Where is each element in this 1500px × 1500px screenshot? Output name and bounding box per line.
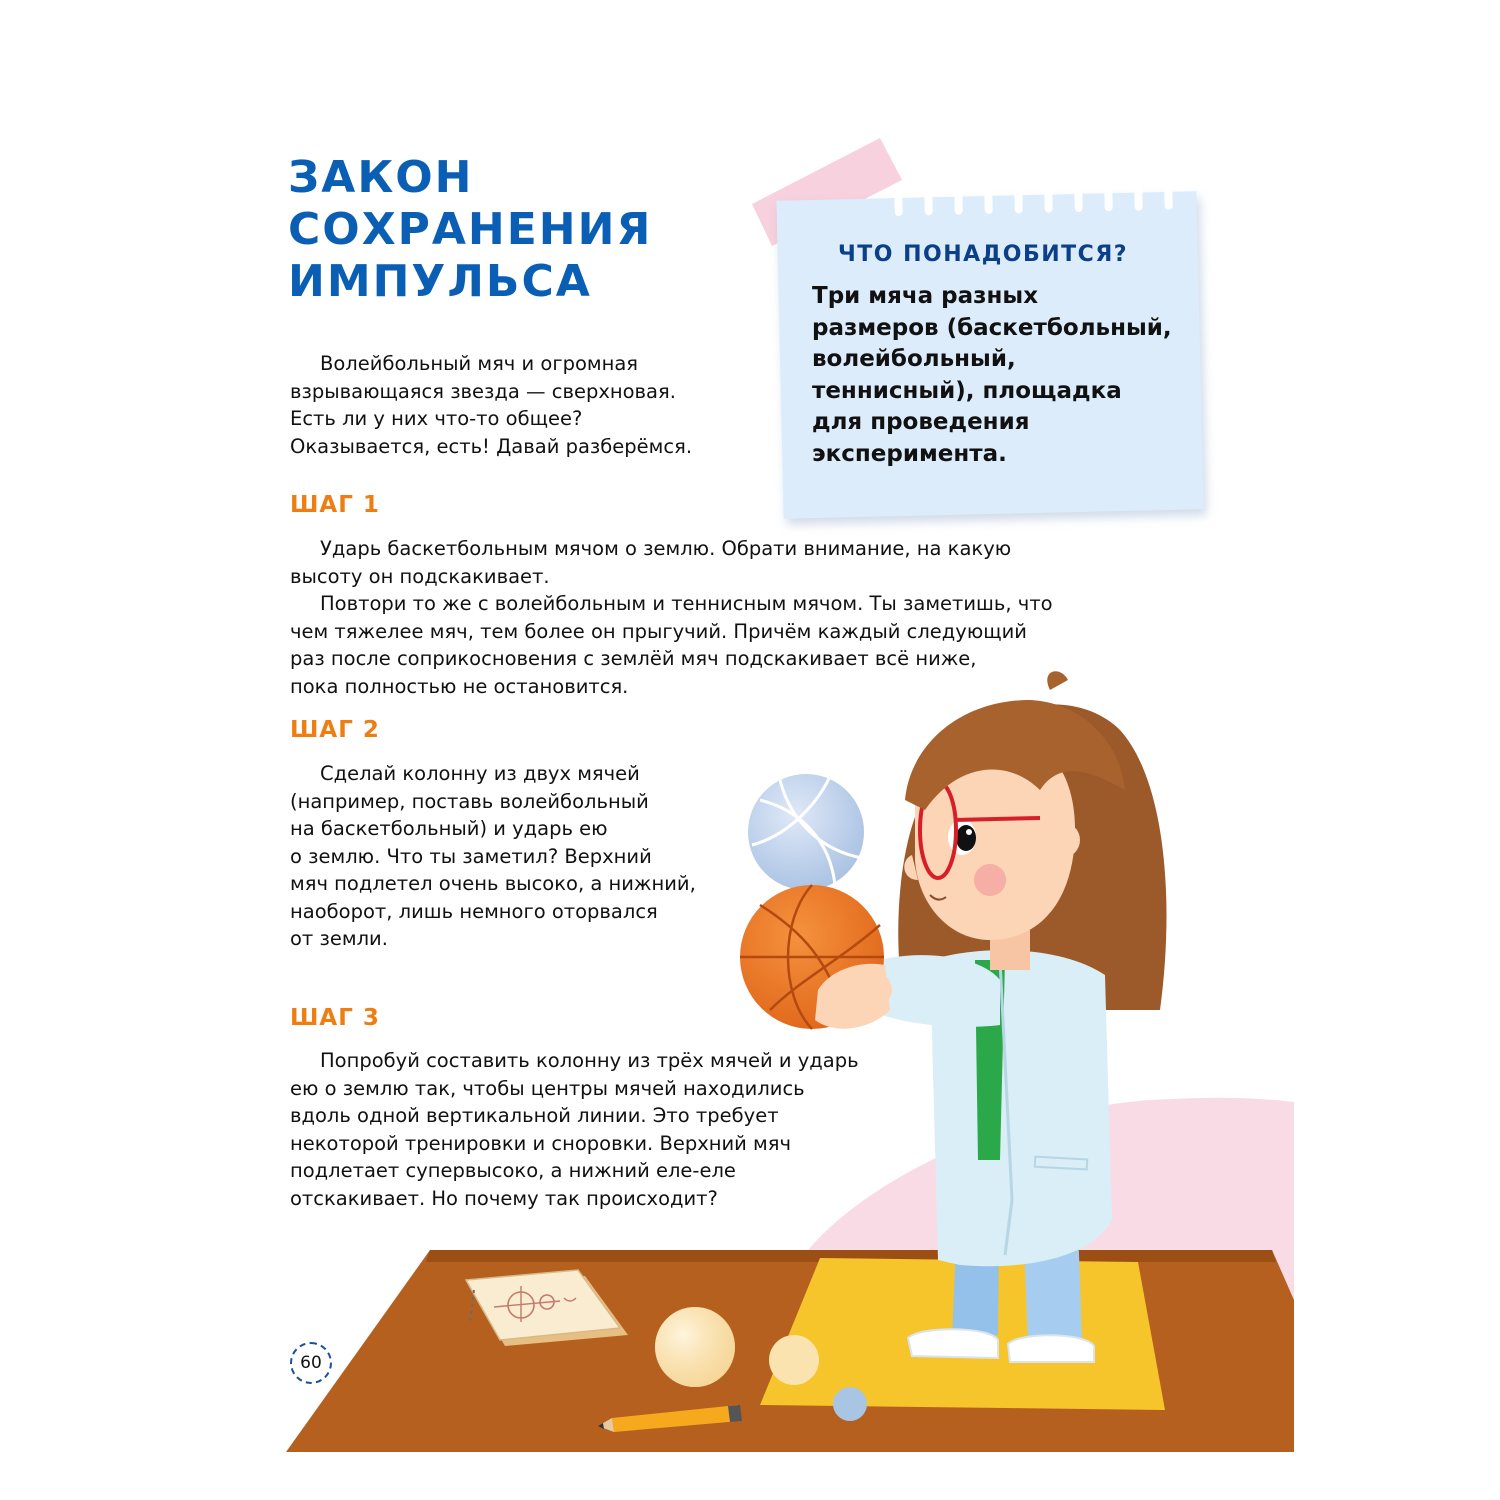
intro-line: Оказывается, есть! Давай разберёмся.: [290, 434, 693, 458]
step-2-line: (например, поставь волейбольный: [290, 789, 649, 813]
materials-line: теннисный), площадка: [812, 377, 1122, 404]
materials-line: волейбольный,: [812, 346, 1016, 372]
volleyball-icon: [748, 774, 864, 890]
step-3-line: некоторой тренировки и сноровки. Верхний мяч: [290, 1131, 792, 1155]
step-3-line: ею о землю так, чтобы центры мячей находились: [290, 1076, 805, 1100]
step-2-line: от земли.: [290, 927, 388, 950]
step-1-line: Ударь баскетбольным мячом о землю. Обрати внимание, на какую: [320, 537, 1012, 560]
materials-text: [812, 281, 1172, 470]
step-1-line: раз после соприкосновения с землёй мяч подскакивает всё ниже,: [290, 647, 977, 670]
page-title: [288, 152, 652, 308]
step-2-line: мяч подлетел очень высоко, а нижний,: [290, 872, 696, 895]
step-3-heading: ШАГ 3: [290, 1005, 380, 1031]
step-3-line: вдоль одной вертикальной линии. Это требует: [290, 1104, 779, 1127]
page-number: 60: [290, 1342, 332, 1384]
step-1-line: чем тяжелее мяч, тем более он прыгучий. Причём каждый следующий: [290, 619, 1027, 643]
materials-heading: ЧТО ПОНАДОБИТСЯ?: [838, 242, 1129, 267]
materials-line: Три мяча разных: [812, 283, 1039, 309]
step-1-line: высоту он подскакивает.: [290, 564, 550, 588]
materials-line: эксперимента.: [812, 440, 1007, 467]
step-2-line: Сделай колонну из двух мячей: [320, 762, 640, 785]
intro-line: взрывающаяся звезда — сверхновая.: [290, 379, 676, 403]
intro-line: Волейбольный мяч и огромная: [320, 352, 639, 375]
step-3-text: [290, 1047, 859, 1212]
step-2-text: [290, 760, 696, 953]
step-2-line: наоборот, лишь немного оторвался: [290, 899, 658, 923]
step-1-text: [290, 535, 1053, 700]
materials-line: для проведения: [812, 409, 1030, 435]
step-2-line: на баскетбольный) и ударь ею: [290, 817, 608, 840]
small-blue-ball: [833, 1387, 867, 1421]
title-line: ИМПУЛЬСА: [288, 256, 592, 307]
step-3-line: отскакивает. Но почему так происходит?: [290, 1186, 718, 1210]
step-3-line: подлетает супервысоко, а нижний еле-еле: [290, 1159, 736, 1182]
medium-paper-ball: [769, 1335, 819, 1385]
step-1-heading: ШАГ 1: [290, 492, 380, 518]
title-line: ЗАКОН: [288, 152, 474, 203]
step-3-line: Попробуй составить колонну из трёх мячей и ударь: [320, 1049, 859, 1072]
title-line: СОХРАНЕНИЯ: [288, 204, 653, 255]
step-2-heading: ШАГ 2: [290, 717, 380, 743]
intro-line: Есть ли у них что-то общее?: [290, 407, 583, 430]
step-2-line: о землю. Что ты заметил? Верхний: [290, 844, 652, 868]
intro-paragraph: [290, 350, 692, 460]
materials-line: размеров (баскетбольный,: [812, 314, 1172, 341]
step-1-line: пока полностью не остановится.: [290, 674, 629, 698]
step-1-line: Повтори то же с волейбольным и теннисным мячом. Ты заметишь, что: [320, 592, 1053, 615]
